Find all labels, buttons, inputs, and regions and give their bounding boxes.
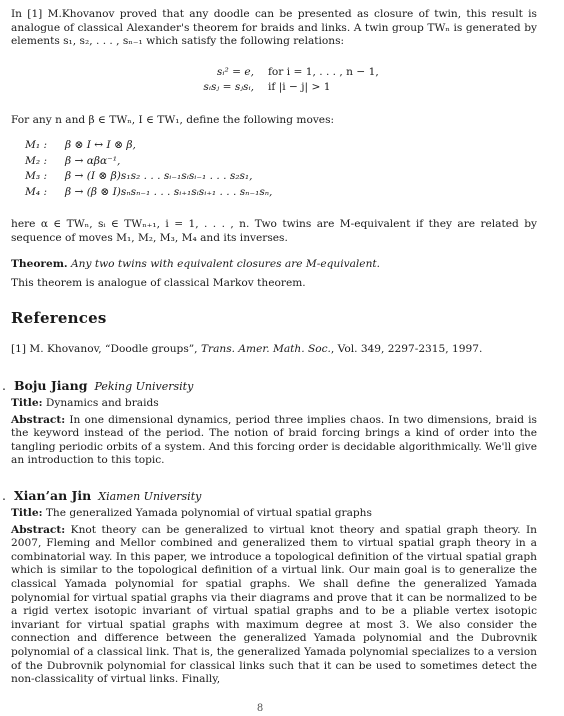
speaker-affiliation: Peking University: [94, 380, 194, 393]
abstract-text: In one dimensional dynamics, period three implies chaos. In two dimensions, braid is the keyword instead of the period. The notion of braid forcing brings a kind of order into the tangling periodic orbits of a system. And this forcing order is decidable algorithmically. We'll give an introduction to this topic.: [11, 413, 537, 467]
bullet-mark: .: [2, 488, 6, 503]
move-label: M₃ :: [25, 170, 48, 182]
reference-item: [11, 343, 537, 357]
theorem-body: Any two twins with equivalent closures are M-equivalent.: [71, 258, 381, 270]
title-label: Title:: [11, 507, 43, 519]
move-label: M₄ :: [25, 185, 48, 198]
theorem-note: This theorem is analogue of classical Markov theorem.: [11, 277, 306, 289]
title-label: Title:: [11, 397, 43, 409]
talk-entry: [2, 378, 537, 468]
talk-header: [2, 378, 537, 395]
relation-line: [186, 81, 386, 96]
references-heading: References: [11, 309, 107, 327]
moves-list: [25, 139, 495, 201]
theorem-label: Theorem.: [11, 258, 68, 270]
abstract-label: Abstract:: [11, 413, 66, 426]
speaker-name: Xian’an Jin: [13, 488, 92, 503]
abstract-text: Knot theory can be generalized to virtual knot theory and spatial graph theory. In 2007, Fleming and Mellor combined and generalized them to virtual spatial graph theory in a combinatorial way. In this paper, we introduce a topological definition of the virtual spatial graph which is similar to the topological definition of a virtual link. Our main goal is to generalize the classical Yamada polynomial for spatial graphs. We shall define the generalized Yamada polynomial for virtual spatial graphs via their diagrams and prove that it can be normalized to be a rigid vertex isotopic invariant of virtual spatial graphs and to be a pliable vertex isotopic invariant for virtual spatial graphs with maximum degree at most 3. We also consider the connection and difference between the generalized Yamada polynomial and the Dubrovnik polynomial of a classical link. That is, the generalized Yamada polynomial specializes to a version of the Dubrovnik polynomial for classical links such that it can be used to sometimes detect the non-classicality of virtual links. Finally,: [11, 523, 537, 686]
intro-paragraph: In [1] M.Khovanov proved that any doodle can be presented as closure of twin, this result is analogue of classical Alexander's theorem for braids and links. A twin group TWₙ is generated by elements s₁, s₂, . . . , sₙ₋₁ which satisfy the following relations:: [11, 8, 537, 48]
moves-intro: For any n and β ∈ TWₙ, I ∈ TW₁, define the following moves:: [11, 114, 335, 126]
bullet-mark: .: [2, 378, 6, 393]
move-item: [25, 155, 495, 171]
talk-title: [11, 507, 537, 521]
move-item: [25, 139, 495, 155]
talk-title: [11, 397, 537, 411]
move-text: β → (β ⊗ I)sₙsₙ₋₁ . . . sᵢ₊₁sᵢsᵢ₊₁ . . . sₙ₋₁sₙ,: [65, 185, 273, 198]
moves-explanation: here α ∈ TWₙ, sᵢ ∈ TWₙ₊₁, i = 1, . . . , n. Two twins are M-equivalent if they are related by sequence of moves M₁, M₂, M₃, M₄ and its inverses.: [11, 218, 537, 244]
theorem: [11, 258, 537, 272]
title-text: The generalized Yamada polynomial of virtual spatial graphs: [45, 507, 372, 519]
title-text: Dynamics and braids: [45, 397, 159, 409]
reference-prefix: [1] M. Khovanov, “Doodle groups”,: [11, 343, 198, 355]
move-text: β → (I ⊗ β)s₁s₂ . . . sᵢ₋₁sᵢsᵢ₋₁ . . . s₂s₁,: [65, 170, 253, 182]
speaker-affiliation: Xiamen University: [98, 490, 202, 503]
talk-abstract: [11, 414, 537, 468]
relation-line: [186, 66, 386, 81]
relation-condition: for i = 1, . . . , n − 1,: [268, 66, 379, 78]
talk-abstract: [11, 524, 537, 687]
move-text: β ⊗ I ↔ I ⊗ β,: [65, 139, 136, 151]
page-number: 8: [256, 703, 264, 714]
relations-block: [186, 66, 386, 96]
move-label: M₂ :: [25, 154, 48, 167]
relation-left: sᵢ² = e,: [216, 66, 254, 78]
move-label: M₁ :: [25, 139, 48, 151]
relation-condition: if |i − j| > 1: [268, 81, 331, 93]
talk-entry: [2, 488, 537, 687]
reference-journal: Trans. Amer. Math. Soc.: [200, 343, 331, 355]
speaker-name: Boju Jiang: [13, 378, 88, 393]
move-text: β → αβα⁻¹,: [65, 154, 121, 167]
move-item: [25, 186, 495, 202]
relation-left: sᵢsⱼ = sⱼsᵢ,: [203, 81, 254, 93]
talk-header: [2, 488, 537, 505]
move-item: [25, 170, 495, 186]
reference-suffix: , Vol. 349, 2297-2315, 1997.: [330, 343, 483, 355]
abstract-label: Abstract:: [11, 523, 66, 536]
